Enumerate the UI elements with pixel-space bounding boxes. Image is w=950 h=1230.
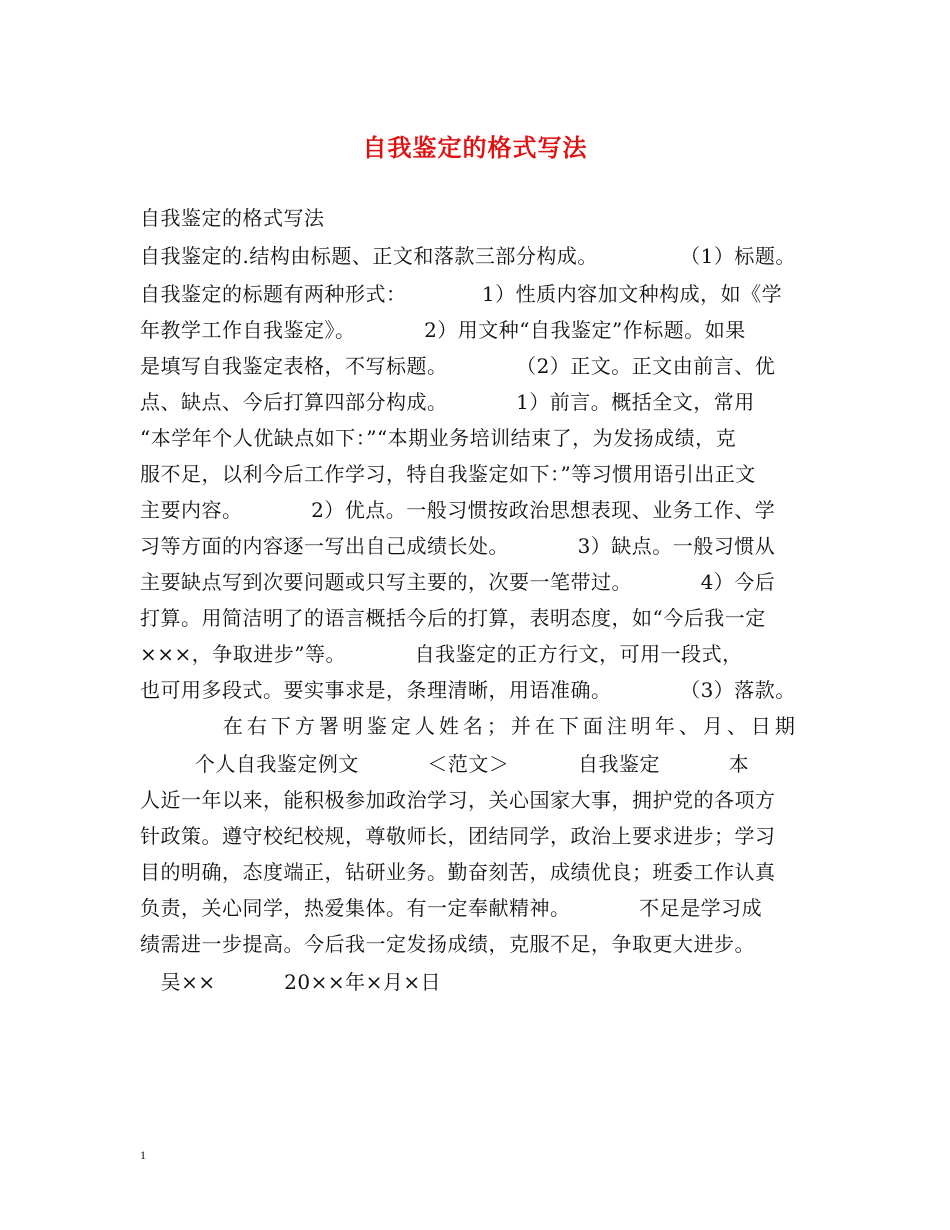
page-number: 1	[140, 1148, 146, 1162]
body-line-15: 在右下方署明鉴定人姓名；并在下面注明年、月、日期	[140, 714, 799, 738]
body-line-6: 点、缺点、今后打算四部分构成。 1）前言。概括全文，常用	[140, 390, 755, 414]
body-line-9: 主要内容。 2）优点。一般习惯按政治思想表现、业务工作、学	[140, 498, 776, 522]
signature-line: 吴×× 20××年×月×日	[140, 970, 442, 994]
body-line-19: 目的明确，态度端正，钻研业务。勤奋刻苦，成绩优良；班委工作认真	[140, 860, 776, 884]
body-line-20: 负责，关心同学，热爱集体。有一定奉献精神。 不足是学习成	[140, 896, 763, 920]
body-line-1: 自我鉴定的格式写法	[140, 206, 325, 230]
body-line-21: 绩需进一步提高。今后我一定发扬成绩，克服不足，争取更大进步。	[140, 932, 755, 956]
body-line-13: ×××，争取进步”等。 自我鉴定的正方行文，可用一段式，	[140, 642, 743, 666]
body-line-14: 也可用多段式。要实事求是，条理清晰，用语准确。 （3）落款。	[140, 678, 796, 702]
body-line-10: 习等方面的内容逐一写出自己成绩长处。 3）缺点。一般习惯从	[140, 534, 776, 558]
body-line-4: 年教学工作自我鉴定》。 2）用文种“自我鉴定”作标题。如果	[140, 318, 746, 342]
body-line-17: 人近一年以来，能积极参加政治学习，关心国家大事，拥护党的各项方	[140, 788, 776, 812]
body-line-16: 个人自我鉴定例文 ＜范文＞ 自我鉴定 本	[140, 752, 750, 776]
body-line-2: 自我鉴定的.结构由标题、正文和落款三部分构成。 （1）标题。	[140, 244, 796, 268]
body-line-7: “本学年个人优缺点如下：”“本期业务培训结束了，为发扬成绩，克	[140, 426, 737, 450]
body-line-5: 是填写自我鉴定表格，不写标题。 （2）正文。正文由前言、优	[140, 354, 776, 378]
body-line-8: 服不足，以利今后工作学习，特自我鉴定如下：”等习惯用语引出正文	[140, 462, 756, 486]
body-line-12: 打算。用简洁明了的语言概括今后的打算，表明态度，如“今后我一定	[140, 606, 766, 630]
body-line-3: 自我鉴定的标题有两种形式： 1）性质内容加文种构成，如《学	[140, 282, 783, 306]
body-line-11: 主要缺点写到次要问题或只写主要的，次要一笔带过。 4）今后	[140, 570, 776, 594]
document-title: 自我鉴定的格式写法	[362, 134, 588, 162]
body-line-18: 针政策。遵守校纪校规，尊敬师长，团结同学，政治上要求进步；学习	[140, 824, 776, 848]
